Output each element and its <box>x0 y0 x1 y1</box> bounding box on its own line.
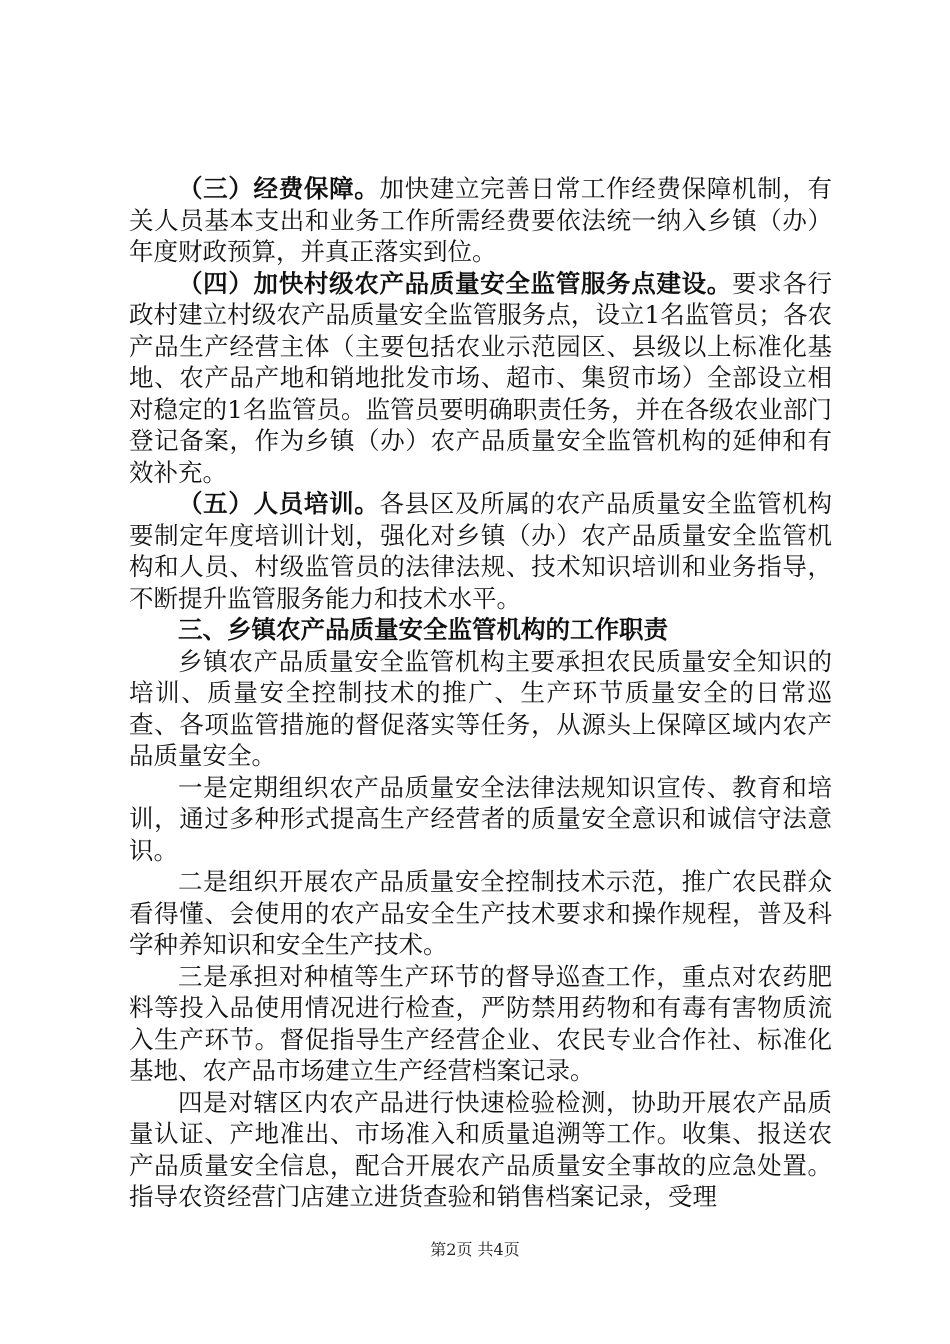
body-paragraph: 一是定期组织农产品质量安全法律法规知识宣传、教育和培训，通过多种形式提高生产经营者的质量安全意识和诚信守法意识。 <box>129 772 832 865</box>
body-paragraph: 乡镇农产品质量安全监管机构主要承担农民质量安全知识的培训、质量安全控制技术的推广、生产环节质量安全的日常巡查、各项监管措施的督促落实等任务，从源头上保障区域内农产品质量安全。 <box>129 646 832 770</box>
body-paragraph: 四是对辖区内农产品进行快速检验检测，协助开展农产品质量认证、产地准出、市场准入和质量追溯等工作。收集、报送农产品质量安全信息，配合开展农产品质量安全事故的应急处置。指导农资经营门店建立进货查验和销售档案记录，受理 <box>129 1087 832 1211</box>
section-heading: 三、乡镇农产品质量安全监管机构的工作职责 <box>178 615 668 644</box>
body-paragraph: 二是组织开展农产品质量安全控制技术示范，推广农民群众看得懂、会使用的农产品安全生产技术要求和操作规程，普及科学种养知识和安全生产技术。 <box>129 867 832 959</box>
page-footer: 第2页 共4页 <box>430 1240 520 1259</box>
paragraph-lead: （五）人员培训。 <box>178 489 380 518</box>
body-paragraph: 三是承担对种植等生产环节的督导巡查工作，重点对农药肥料等投入品使用情况进行检查，严防禁用药物和有毒有害物质流入生产环节。督促指导生产经营企业、农民专业合作社、标准化基地、农产品市场建立生产经营档案记录。 <box>129 961 832 1085</box>
paragraph-village-service-points <box>129 268 832 489</box>
document-body <box>129 173 832 1213</box>
paragraph-text: 各县区及所属的农产品质量安全监管机构要制定年度培训计划，强化对乡镇（办）农产品质量安全监管机构和人员、村级监管员的法律法规、技术知识培训和业务指导，不断提升监管服务能力和技术水平。 <box>129 489 833 613</box>
paragraph-lead: （四）加快村级农产品质量安全监管服务点建设。 <box>178 268 732 298</box>
paragraph-lead: （三）经费保障。 <box>178 174 380 203</box>
paragraph-training <box>129 488 832 614</box>
paragraph-text: 加快建立完善日常工作经费保障机制，有关人员基本支出和业务工作所需经费要依法统一纳入乡镇（办）年度财政预算，并真正落实到位。 <box>129 174 833 266</box>
paragraph-funding <box>129 173 832 268</box>
paragraph-text: 要求各行政村建立村级农产品质量安全监管服务点，设立1名监管员；各农产品生产经营主体（主要包括农业示范园区、县级以上标准化基地、农产品产地和销地批发市场、超市、集贸市场）全部设立相对稳定的1名监管员。监管员要明确职责任务，并在各级农业部门登记备案，作为乡镇（办）农产品质量安全监管机构的延伸和有效补充。 <box>129 268 833 487</box>
